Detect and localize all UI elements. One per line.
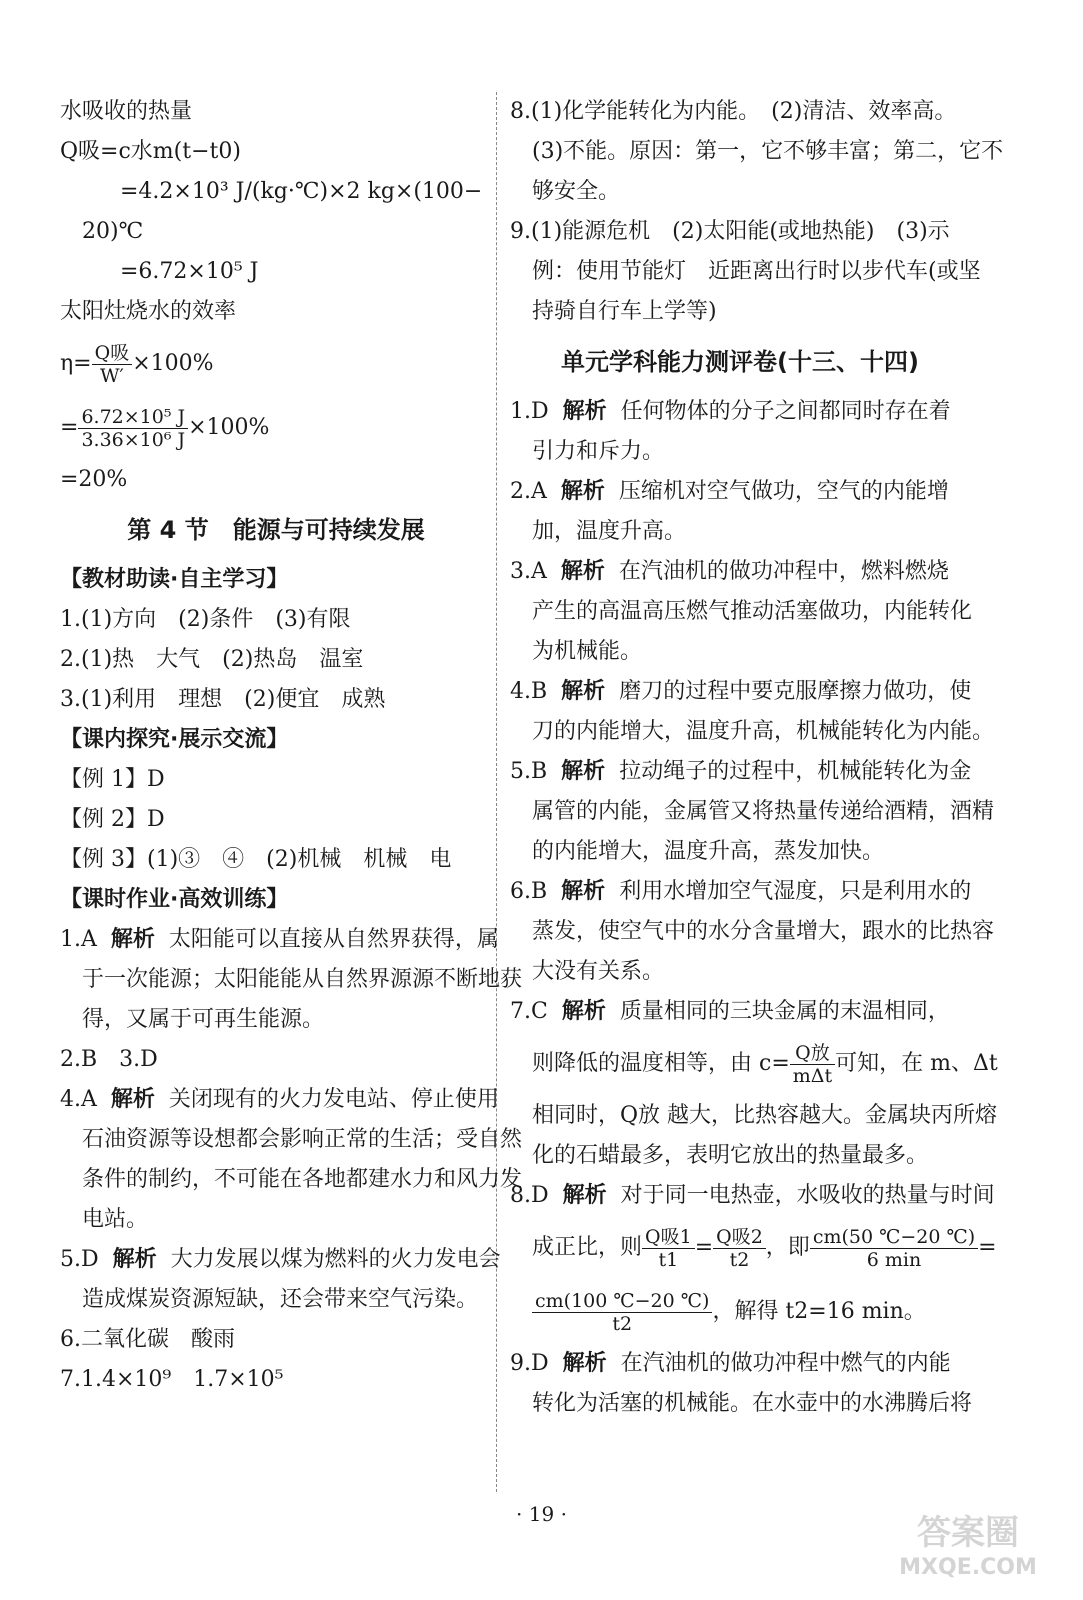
formula-line: =6.72×10⁵ J	[120, 259, 259, 284]
answer-text: 对于同一电热壶，水吸收的热量与时间	[620, 1183, 995, 1208]
answer-line	[510, 392, 970, 432]
fraction-denominator: 6 min	[866, 1248, 922, 1271]
answer-text: 利用水增加空气湿度，只是利用水的	[619, 879, 972, 904]
answer-line: 属管的内能，金属管又将热量传递给酒精，酒精	[532, 799, 995, 824]
answer-number: 5.B	[510, 759, 548, 784]
equals-sign: =	[60, 415, 79, 440]
answer-line: 转化为活塞的机械能。在水壶中的水沸腾后将	[532, 1391, 973, 1416]
fraction-denominator: t1	[658, 1248, 679, 1271]
answer-line: (3)不能。原因：第一，它不够丰富；第二，它不	[532, 139, 1004, 164]
example-answer: 【例 1】D	[60, 767, 165, 792]
answer-line: 刀的内能增大，温度升高，机械能转化为内能。	[532, 719, 995, 744]
answer-line: 2.B 3.D	[60, 1047, 158, 1072]
left-column	[60, 92, 523, 1400]
answer-line	[510, 672, 970, 712]
example-answer: 【例 2】D	[60, 807, 165, 832]
answer-number: 9.D	[510, 1351, 549, 1376]
formula-tail: ×100%	[188, 415, 270, 440]
analysis-label: 解析	[562, 1351, 607, 1376]
answer-number: 4.B	[510, 679, 548, 704]
answer-number: 3.A	[510, 559, 547, 584]
section-title: 第 4 节 能源与可持续发展	[127, 516, 425, 544]
answer-text: 太阳能可以直接从自然界获得，属	[168, 927, 499, 952]
fraction	[642, 1226, 695, 1271]
subsection-heading: 【课内探究·展示交流】	[60, 727, 289, 752]
answer-line: 产生的高温高压燃气推动活塞做功，内能转化	[532, 599, 973, 624]
efficiency-substitution	[60, 396, 492, 460]
fraction-numerator: Q吸	[92, 342, 133, 365]
answer-line: 石油资源等设想都会影响正常的生活；受自然	[82, 1127, 523, 1152]
answer-line: 化的石蜡最多，表明它放出的热量最多。	[532, 1143, 929, 1168]
answer-line: 加，温度升高。	[532, 519, 687, 544]
answer-text: 在汽油机的做功冲程中燃气的内能	[620, 1351, 951, 1376]
answer-line: 得，又属于可再生能源。	[82, 1007, 325, 1032]
analysis-label: 解析	[560, 559, 605, 584]
answer-text: 成正比，则	[532, 1235, 643, 1260]
formula-line: =20%	[60, 467, 128, 492]
analysis-label: 解析	[560, 479, 605, 504]
page-number: · 19 ·	[516, 1502, 567, 1526]
answer-line	[60, 1240, 501, 1280]
answer-text: 可知，在 m、Δt	[835, 1051, 998, 1076]
formula-line: Q吸=c水m(t−t0)	[60, 139, 241, 164]
answer-text: 质量相同的三块金属的末温相同，	[619, 999, 950, 1024]
answer-line	[510, 1344, 970, 1384]
equals-sign: =	[978, 1235, 997, 1260]
answer-text: 压缩机对空气做功，空气的内能增	[618, 479, 949, 504]
answer-number: 7.C	[510, 999, 548, 1024]
answer-line	[510, 1216, 997, 1280]
efficiency-formula	[60, 332, 492, 396]
answer-line: 造成煤炭资源短缺，还会带来空气污染。	[82, 1287, 479, 1312]
answer-line	[510, 992, 970, 1032]
answer-line: 为机械能。	[532, 639, 643, 664]
fraction-denominator: mΔt	[792, 1064, 833, 1087]
subsection-heading: 【课时作业·高效训练】	[60, 887, 289, 912]
formula-tail: ×100%	[132, 351, 214, 376]
answer-line: 3.(1)利用 理想 (2)便宜 成熟	[60, 687, 386, 712]
answer-line	[510, 872, 970, 912]
fraction-numerator: Q吸2	[713, 1226, 766, 1249]
fraction-numerator: Q放	[790, 1042, 835, 1065]
answer-line: 电站。	[82, 1207, 149, 1232]
answer-text: 拉动绳子的过程中，机械能转化为金	[619, 759, 972, 784]
answer-line: 例：使用节能灯 近距离出行时以步代车(或坚	[532, 259, 981, 284]
analysis-label: 解析	[562, 1183, 607, 1208]
analysis-label: 解析	[110, 1087, 155, 1112]
watermark-logo	[873, 1502, 1063, 1582]
answer-text: ，解得 t2=16 min。	[712, 1299, 926, 1324]
fraction-denominator: 3.36×10⁶ J	[81, 428, 186, 451]
fraction	[810, 1226, 978, 1271]
answer-line: 相同时，Q放 越大，比热容越大。金属块丙所熔	[532, 1103, 998, 1128]
fraction-numerator: cm(100 ℃−20 ℃)	[532, 1290, 712, 1313]
analysis-label: 解析	[112, 1247, 157, 1272]
formula-line: =4.2×10³ J/(kg·℃)×2 kg×(100−	[120, 179, 483, 204]
fraction	[790, 1042, 835, 1087]
answer-number: 5.D	[60, 1247, 99, 1272]
answer-line: 于一次能源；太阳能能从自然界源源不断地获	[82, 967, 523, 992]
answer-number: 1.D	[510, 399, 549, 424]
eta-symbol: η=	[60, 351, 92, 376]
fraction-numerator: cm(50 ℃−20 ℃)	[810, 1226, 978, 1249]
text-line: 水吸收的热量	[60, 99, 193, 124]
answer-line: 9.(1)能源危机 (2)太阳能(或地热能) (3)示	[510, 219, 950, 244]
answer-line: 持骑自行车上学等)	[532, 299, 717, 324]
fraction-denominator: t2	[612, 1312, 633, 1335]
answer-line	[60, 920, 499, 960]
example-answer: 【例 3】(1)③ ④ (2)机械 机械 电	[60, 847, 452, 872]
analysis-label: 解析	[561, 999, 606, 1024]
analysis-label: 解析	[110, 927, 155, 952]
fraction-numerator: 6.72×10⁵ J	[78, 406, 188, 429]
answer-text: 则降低的温度相等，由 c=	[532, 1051, 790, 1076]
answer-number: 8.D	[510, 1183, 549, 1208]
answer-line	[510, 1176, 995, 1216]
answer-text: 大力发展以煤为燃料的火力发电会	[170, 1247, 501, 1272]
answer-line: 大没有关系。	[532, 959, 665, 984]
answer-line: 2.(1)热 大气 (2)热岛 温室	[60, 647, 364, 672]
column-divider	[496, 92, 497, 1492]
analysis-label: 解析	[562, 399, 607, 424]
answer-line	[510, 552, 970, 592]
section-title: 单元学科能力测评卷(十三、十四)	[561, 348, 919, 376]
fraction	[713, 1226, 766, 1271]
watermark-line2: MXQE.COM	[899, 1555, 1037, 1580]
fraction-numerator: Q吸1	[642, 1226, 695, 1249]
formula-line: 20)℃	[82, 219, 144, 244]
answer-text: ，即	[765, 1235, 810, 1260]
answer-line: 条件的制约，不可能在各地都建水力和风力发	[82, 1167, 523, 1192]
fraction	[92, 342, 133, 387]
answer-number: 1.A	[60, 927, 97, 952]
answer-line: 引力和斥力。	[532, 439, 665, 464]
answer-number: 2.A	[510, 479, 547, 504]
answer-line	[510, 1280, 970, 1344]
answer-line: 7.1.4×10⁹ 1.7×10⁵	[60, 1367, 284, 1392]
answer-line: 够安全。	[532, 179, 621, 204]
answer-line: 8.(1)化学能转化为内能。 (2)清洁、效率高。	[510, 99, 957, 124]
answer-text: 任何物体的分子之间都同时存在着	[620, 399, 951, 424]
right-column	[510, 92, 1004, 1424]
fraction-denominator: W′	[99, 364, 124, 387]
answer-line: 的内能增大，温度升高，蒸发加快。	[532, 839, 885, 864]
answer-text: 关闭现有的火力发电站、停止使用	[168, 1087, 499, 1112]
fraction	[532, 1290, 712, 1335]
answer-number: 4.A	[60, 1087, 97, 1112]
analysis-label: 解析	[561, 679, 606, 704]
text-line: 太阳灶烧水的效率	[60, 299, 237, 324]
watermark-line1: 答案圈	[917, 1513, 1019, 1553]
answer-line: 6.二氧化碳 酸雨	[60, 1327, 235, 1352]
subsection-heading: 【教材助读·自主学习】	[60, 567, 289, 592]
equals-sign: =	[694, 1235, 714, 1260]
fraction	[78, 406, 188, 451]
answer-line	[510, 752, 970, 792]
fraction-denominator: t2	[729, 1248, 750, 1271]
analysis-label: 解析	[561, 879, 606, 904]
answer-line: 蒸发，使空气中的水分含量增大，跟水的比热容	[532, 919, 995, 944]
answer-line: 1.(1)方向 (2)条件 (3)有限	[60, 607, 351, 632]
answer-line	[510, 1032, 998, 1096]
answer-number: 6.B	[510, 879, 548, 904]
analysis-label: 解析	[561, 759, 606, 784]
answer-line	[60, 1080, 499, 1120]
answer-line	[510, 472, 970, 512]
answer-text: 在汽油机的做功冲程中，燃料燃烧	[618, 559, 949, 584]
answer-text: 磨刀的过程中要克服摩擦力做功，使	[619, 679, 972, 704]
